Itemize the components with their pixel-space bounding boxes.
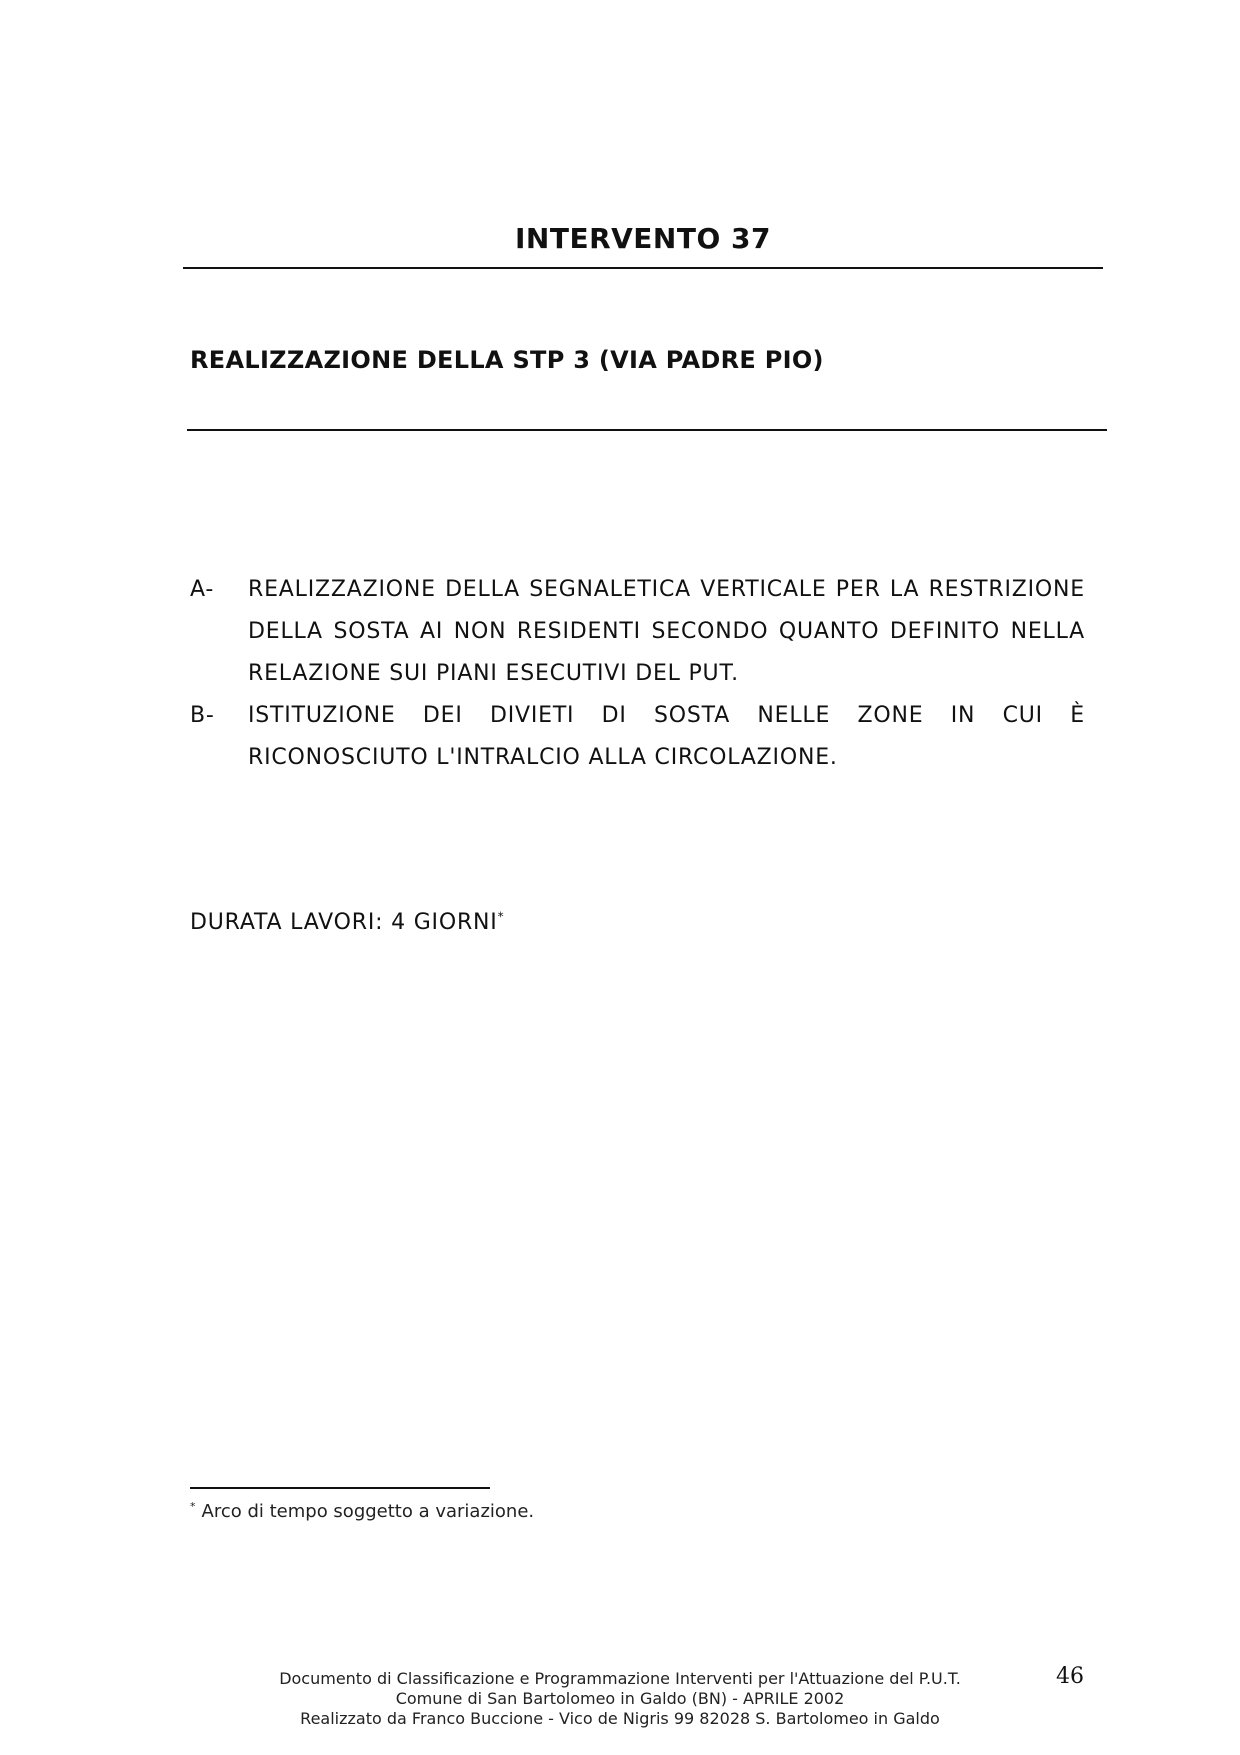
footer-line-document: Documento di Classificazione e Programmazione Interventi per l'Attuazione del P.U.T. (279, 1669, 961, 1688)
footnote-text: Arco di tempo soggetto a variazione. (201, 1501, 535, 1522)
footnote-divider (190, 1487, 490, 1489)
list-item-letter: A- (190, 577, 215, 602)
work-duration-text: DURATA LAVORI: 4 GIORNI (190, 910, 498, 935)
footer-line-author: Realizzato da Franco Buccione - Vico de Nigris 99 82028 S. Bartolomeo in Galdo (300, 1709, 940, 1728)
list-item-text: ISTITUZIONE DEI DIVIETI DI SOSTA NELLE ZONE IN CUI È RICONOSCIUTO L'INTRALCIO ALLA CIRCOLAZIONE. (248, 703, 1085, 770)
title-divider (183, 267, 1103, 269)
list-item-b (190, 695, 1085, 779)
page-title: INTERVENTO 37 (515, 222, 771, 255)
footer-line-municipality: Comune di San Bartolomeo in Galdo (BN) - APRILE 2002 (395, 1689, 845, 1708)
list-item-letter: B- (190, 703, 215, 728)
footnote-reference: * (497, 909, 505, 924)
list-item-text: REALIZZAZIONE DELLA SEGNALETICA VERTICALE PER LA RESTRIZIONE DELLA SOSTA AI NON RESIDENTI SECONDO QUANTO DEFINITO NELLA RELAZIONE SUI PIANI ESECUTIVI DEL PUT. (248, 577, 1085, 686)
page-footer (200, 1669, 1040, 1729)
work-duration (190, 910, 504, 935)
section-title: REALIZZAZIONE DELLA STP 3 (VIA PADRE PIO) (190, 346, 824, 374)
footnote-mark: * (190, 1500, 196, 1513)
list-item-a (190, 569, 1085, 695)
footnote (190, 1501, 534, 1522)
page-number: 46 (1056, 1664, 1084, 1689)
section-divider (187, 429, 1107, 431)
